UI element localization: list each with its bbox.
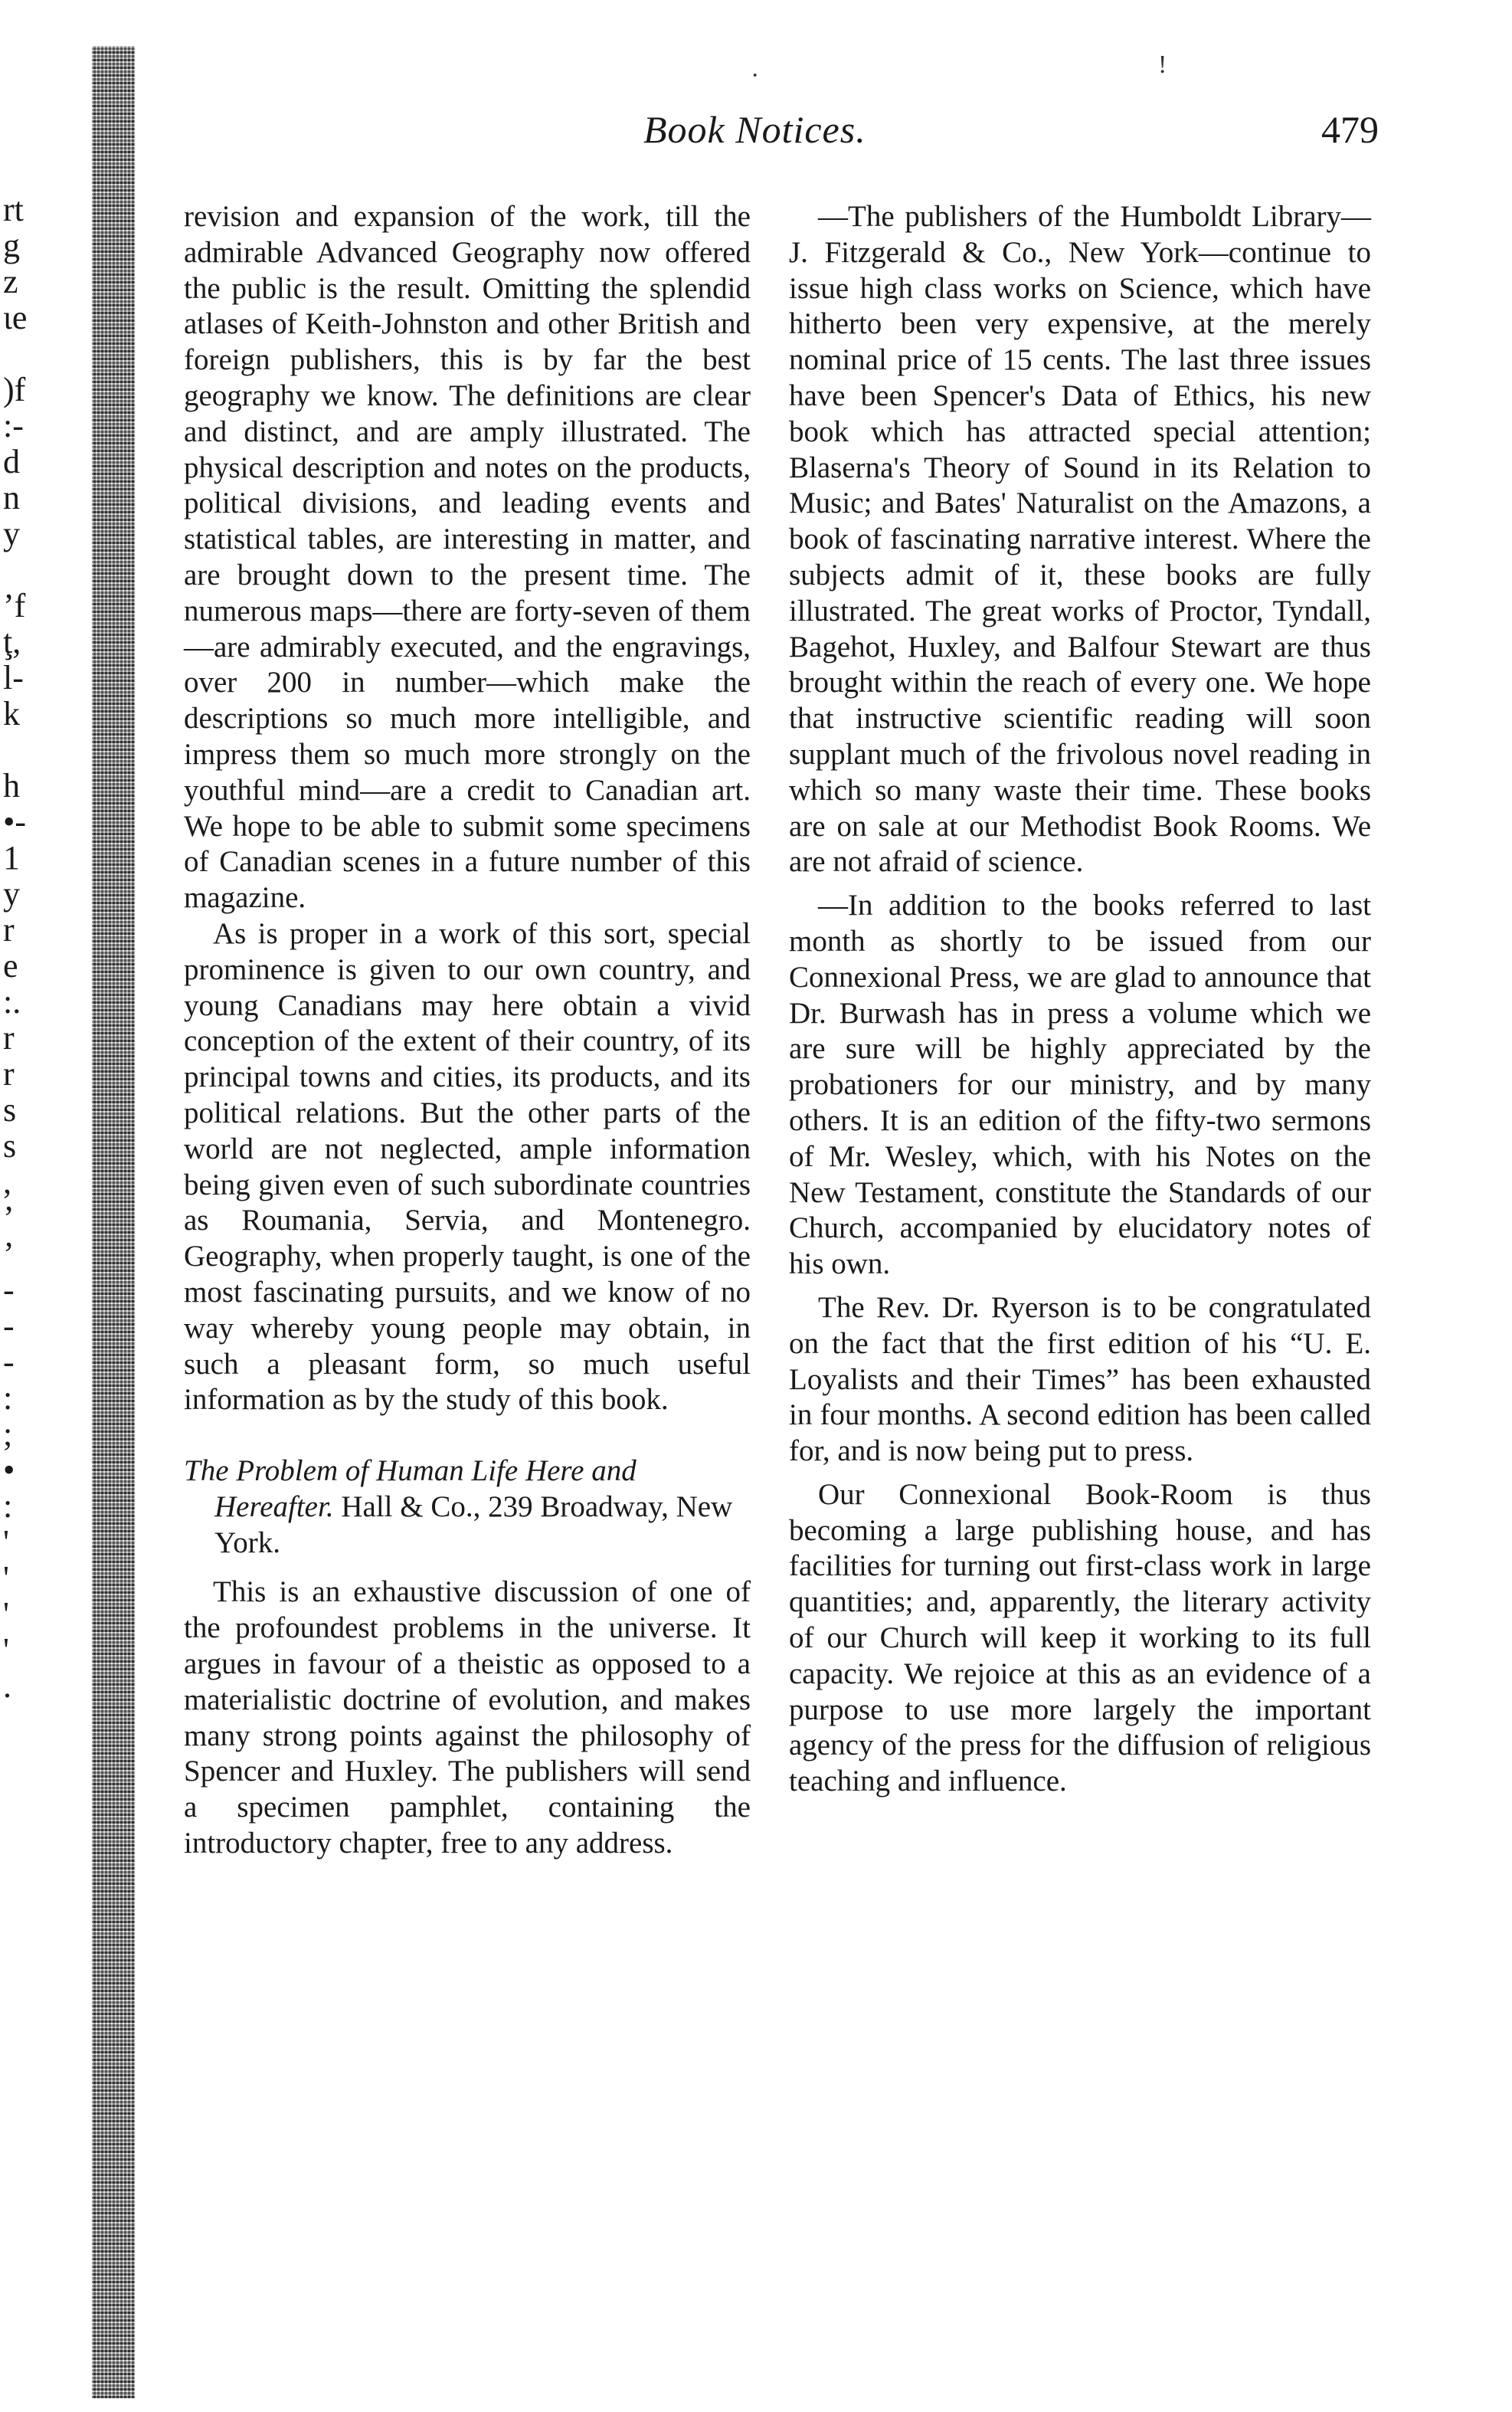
scan-speck: · [751, 61, 760, 90]
right-paragraph-4: Our Connexional Book-Room is thus becoming a large publishing house, and has facilities for turning out first-class work in large quantities; and, apparently, the literary activity of our Church will keep it working to its full capacity. We rejoice at this as an evidence of a purpose to use more largely the important agency of the press for the diffusion of religious teaching and influence. [789, 1477, 1371, 1798]
bleed-fragment: - [3, 1271, 15, 1309]
right-paragraph-1: —The publishers of the Humboldt Library—J. Fitzgerald & Co., New York—continue to issue high class works on Science, which have hitherto been very expensive, at the merely nominal price of 15 cents. The last three issues have been Spencer's Data of Ethics, his new book which has attracted special attention; Blaserna's Theory of Sound in its Relation to Music; and Bates' Naturalist on the Amazons, a book of fascinating narrative interest. Where the subjects admit of it, these books are fully illustrated. The great works of Proctor, Tyndall, Bagehot, Huxley, and Balfour Stewart are thus brought within the reach of every one. We hope that instructive scientific reading will soon supplant much of the frivolous novel reading in which so many waste their time. These books are on sale at our Methodist Book Rooms. We are not afraid of science. [789, 200, 1371, 879]
bleed-fragment [3, 732, 64, 768]
book-notice-heading [184, 1453, 751, 1561]
bleed-fragment: ιe [3, 299, 28, 336]
bleed-fragment: h [3, 767, 20, 805]
bleed-fragment: d [3, 443, 20, 480]
right-paragraph-2: —In addition to the books referred to last month as shortly to be issued from our Connexional Press, we are glad to announce that Dr. Burwash has in press a volume which we are sure will be highly appreciated by the probationers for our ministry, and by many others. It is an edition of the fifty-two sermons of Mr. Wesley, which, with his Notes on the New Testament, constitute the Standards of our Church, accompanied by elucidatory notes of his own. [789, 889, 1371, 1281]
bleed-fragment: - [3, 1307, 15, 1345]
bleed-fragment: y [3, 875, 20, 913]
running-head: Book Notices. [643, 108, 866, 151]
left-paragraph-3: This is an exhaustive discussion of one of the profoundest problems in the universe. It argues in favour of a theistic as opposed to a materialistic doctrine of evolution, and makes many strong points against the philosophy of Spencer and Huxley. The publishers will send a specimen pamphlet, containing the introductory chapter, free to any address. [184, 1575, 751, 1860]
page-number: 479 [1321, 108, 1379, 151]
right-column [789, 199, 1371, 1800]
bleed-fragment: :- [3, 407, 24, 444]
bleed-fragment: r [3, 911, 15, 949]
book-publisher: Hall & Co., 239 Broadway, New York. [214, 1489, 733, 1559]
bleed-fragment: ’ [3, 1199, 15, 1237]
bleed-fragment: y [3, 515, 20, 552]
bleed-fragment: ’f [3, 587, 26, 624]
bleed-fragment: s [3, 1127, 17, 1165]
bleed-fragment: n [3, 479, 20, 516]
bleed-fragment: : [3, 1379, 13, 1417]
bleed-fragment: • [3, 1451, 15, 1489]
bleed-fragment: k [3, 695, 20, 732]
bleed-fragment: ' [3, 1523, 9, 1561]
page-header [184, 107, 1379, 153]
left-column [184, 199, 751, 1862]
bleed-fragment: e [3, 947, 18, 985]
scan-speck: ! [1158, 51, 1167, 79]
binding-gutter [92, 46, 135, 2398]
bleed-fragment: rt [3, 191, 24, 228]
bleed-fragment: l- [3, 659, 24, 696]
bleed-fragment: , [3, 1163, 11, 1201]
left-paragraph-1: revision and expansion of the work, till the admirable Advanced Geography now offered the public is the result. Omitting the splendid atlases of Keith-Johnston and other British and foreign publishers, this is by far the best geography we know. The definitions are clear and distinct, and are amply illustrated. The physical description and notes on the products, political divisions, and leading events and statistical tables, are interesting in matter, and are brought down to the present time. The numerous maps—there are forty-seven of them—are admirably executed, and the engravings, over 200 in number—which make the descriptions so much more intelligible, and impress them so much more strongly on the youthful mind—are a credit to Canadian art. We hope to be able to submit some specimens of Canadian scenes in a future number of this magazine. [184, 200, 751, 915]
bleed-fragment: z [3, 263, 18, 300]
bleed-fragment: r [3, 1055, 15, 1093]
bleed-fragment: ' [3, 1595, 9, 1633]
bleed-fragment: s [3, 1091, 17, 1129]
bleed-fragment [3, 336, 64, 372]
bleed-fragment: :. [3, 983, 21, 1021]
bleed-fragment: ; [3, 1415, 13, 1453]
bleed-fragment: )f [3, 371, 26, 408]
bleed-fragment: : [3, 1487, 13, 1525]
bleed-fragment: •- [3, 803, 27, 841]
margin-bleed-through [3, 192, 64, 1704]
bleed-fragment: ' [3, 1631, 9, 1669]
bleed-fragment: g [3, 227, 20, 264]
bleed-fragment: . [3, 1667, 11, 1705]
bleed-fragment: ’ [3, 1235, 15, 1273]
bleed-fragment: ' [3, 1559, 9, 1597]
bleed-fragment [3, 552, 64, 588]
bleed-fragment: - [3, 1343, 15, 1381]
left-paragraph-2: As is proper in a work of this sort, special prominence is given to our own country, and young Canadians may here obtain a vivid conception of the extent of their country, of its principal towns and cities, its products, and its political relations. But the other parts of the world are not neglected, ample information being given even of such subordinate countries as Roumania, Servia, and Montenegro. Geography, when properly taught, is one of the most fascinating pursuits, and we know of no way whereby young people may obtain, in such a pleasant form, so much useful information as by the study of this book. [184, 916, 751, 1417]
book-title: The Problem of Human Life Here and Hereafter. [184, 1454, 637, 1523]
bleed-fragment: r [3, 1019, 15, 1057]
bleed-fragment: ţ, [3, 623, 21, 660]
bleed-fragment: 1 [3, 839, 20, 877]
right-paragraph-3: The Rev. Dr. Ryerson is to be congratulated on the fact that the first edition of his “U. E. Loyalists and their Times” has been exhausted in four months. A second edition has been called for, and is now being put to press. [789, 1290, 1371, 1468]
